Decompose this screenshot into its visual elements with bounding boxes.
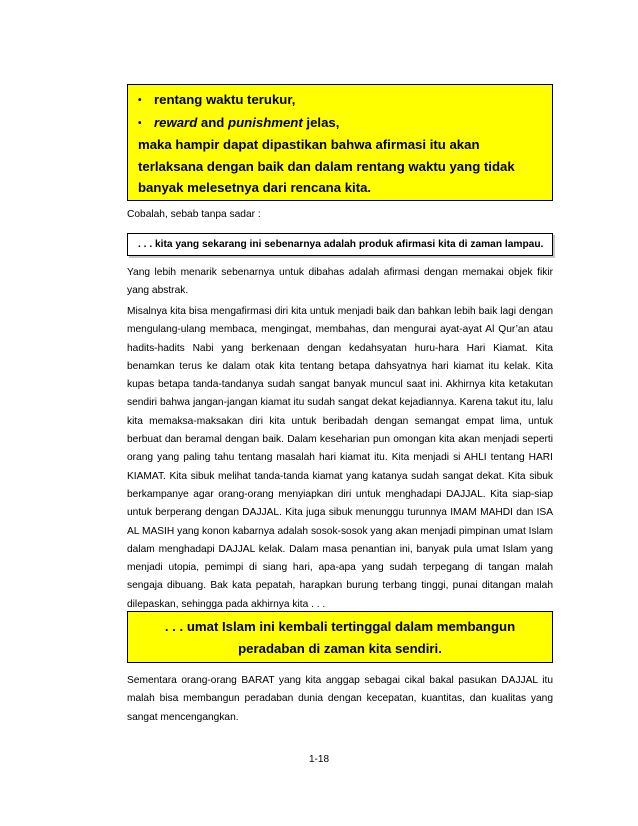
quote-box: . . . kita yang sekarang ini sebenarnya adalah produk afirmasi kita di zaman lampau. xyxy=(127,233,553,256)
bullet-icon: • xyxy=(138,117,142,129)
box-text-line: banyak melesetnya dari rencana kita. xyxy=(138,180,372,196)
page-number: 1-18 xyxy=(308,754,329,765)
bullet-icon: • xyxy=(138,95,142,106)
paragraph-1: Yang lebih menarik sebenarnya untuk dibahas adalah afirmasi dengan memakai objek fikir yang abstrak. xyxy=(127,267,553,297)
bullet-text: rentang waktu terukur, xyxy=(154,92,296,107)
bullet-emphasis: reward xyxy=(154,114,198,130)
box-text-line: maka hampir dapat dipastikan bahwa afirmasi itu akan xyxy=(138,137,480,153)
bullet-emphasis: punishment xyxy=(228,114,303,130)
box-text-line: terlaksana dengan baik dan dalam rentang waktu yang tidak xyxy=(138,158,515,174)
highlight-box-conclusion xyxy=(127,611,553,663)
intro-text: Cobalah, sebab tanpa sadar : xyxy=(127,209,261,220)
bullet-text: and xyxy=(197,114,229,130)
paragraph-2: Misalnya kita bisa mengafirmasi diri kita untuk menjadi baik dan bahkan lebih baik lagi dengan mengulang-ulang membaca, mengingat, membahas, dan mengurai ayat-ayat Al Qur’an atau hadits-hadits Nabi yang berkenaan dengan kedahsyatan huru-hara Hari Kiamat. Kita benamkan terus ke dalam otak kita tentang betapa dahsyatnya hari kiamat itu kelak. Kita kupas betapa tanda-tandanya sudah sangat banyak muncul saat ini. Akhirnya kita ketakutan sendiri bahwa jangan-jangan kiamat itu sudah sangat dekat kejadiannya. Karena takut itu, lalu kita memaksa-maksakan diri kita untuk beribadah dengan semangat empat lima, untuk berbuat dan beramal dengan baik. Dalam keseharian pun omongan kita akan menjadi seperti orang yang paling tahu tentang masalah hari kiamat itu. Kita menjadi si AHLI tentang HARI KIAMAT. Kita sibuk melihat tanda-tanda kiamat yang katanya sudah sangat dekat. Kita sibuk berkampanye agar orang-orang menyiapkan diri untuk menghadapi DAJJAL. Kita siap-siap untuk berperang dengan DAJJAL. Kita juga sibuk menunggu turunnya IMAM MAHDI dan ISA AL MASIH yang konon kabarnya adalah sosok-sosok yang akan menjadi pimpinan umat Islam dalam menghadapi DAJJAL kelak. Dalam masa penantian ini, banyak pula umat Islam yang menjadi utopia, pemimpi di siang hari, apa-apa yang sudah terpegang di tangan malah sengaja dibuang. Bak kata pepatah, harapkan burung terbang tinggi, punai ditangan malah dilepaskan, sehingga pada akhirnya kita . . . xyxy=(127,306,553,610)
highlight-box-affirmation xyxy=(127,84,553,201)
box-text-line: peradaban di zaman kita sendiri. xyxy=(238,641,442,656)
bullet-item xyxy=(138,89,552,112)
paragraph-3: Sementara orang-orang BARAT yang kita anggap sebagai cikal bakal pasukan DAJJAL itu malah bisa membangun peradaban dunia dengan kecepatan, kuantitas, dan kualitas yang sangat mencengangkan. xyxy=(127,675,553,723)
bullet-text: jelas, xyxy=(302,114,340,130)
bullet-item xyxy=(138,112,552,135)
box-text-line: . . . umat Islam ini kembali tertinggal dalam membangun xyxy=(164,619,516,634)
